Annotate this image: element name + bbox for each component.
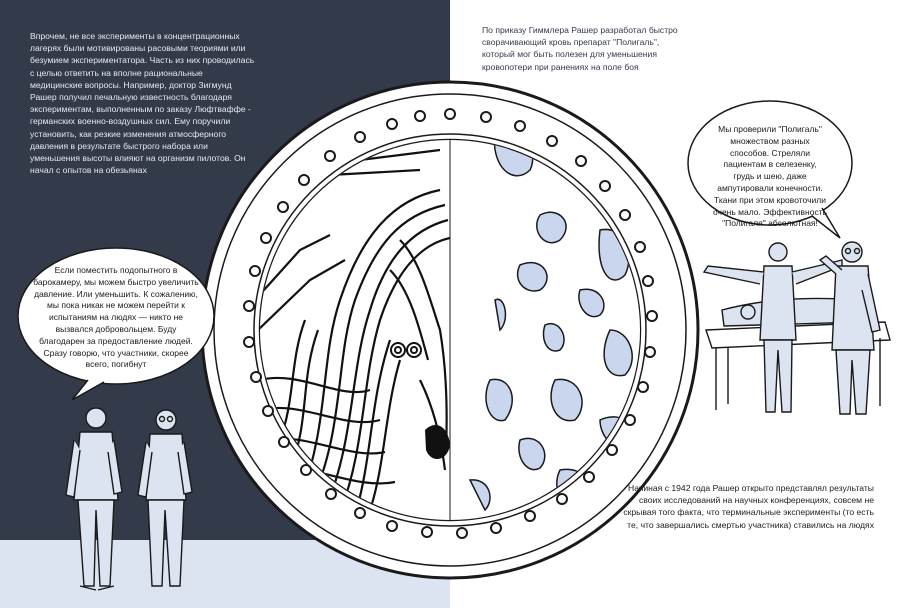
caption-top-right: По приказу Гиммлера Рашер разработал быстро сворачивающий кровь препарат "Полигаль", который мог быть полезен для уменьшения кровопотери при ранениях на поле боя (482, 25, 678, 72)
caption-top-left: Впрочем, не все эксперименты в концентрационных лагерях были мотивированы расовыми теориями или безумием экспериментатора. Часть из них проводилась с целью ответить на вполне рациональные медицинские вопросы. Например, доктор Зигмунд Рашер получил печальную известность благодаря экспериментам, выполненным по заказу Люфтваффе - германских военно-воздушных сил. Ему поручили установить, как резкие изменения атмосферного давления в результате быстрого набора или уменьшения высоты влияют на организм пилотов. Он начал с опытов на обезьянах (30, 31, 255, 176)
caption-bottom-right: Начиная с 1942 года Рашер открыто представлял результаты своих исследований на научных конференциях, совсем не скрывая того факта, что терминальные эксперименты (то есть те, что завершались смертью участника) ставились на людях (623, 483, 874, 530)
speech-text-left: Если поместить подопытного в барокамеру, мы можем быстро увеличить давление. Или уменьшить. К сожалению, мы пока никак не можем перейти к испытаниям на людях — никто не вызвался добровольцем. Буду благодарен за предоставление людей. Сразу говорю, что участники, скорее всего, погибнут (33, 265, 199, 370)
figure-man-left (66, 408, 122, 590)
figure-man-right (138, 410, 192, 586)
speech-text-right: Мы проверили "Полигаль" множеством разных способов. Стреляли пациентам в селезенку, грудь и шею, даже ампутировали конечности. Ткани при этом кровоточили очень мало. Эффективность "Полигаля" абсолютная! (712, 124, 828, 229)
